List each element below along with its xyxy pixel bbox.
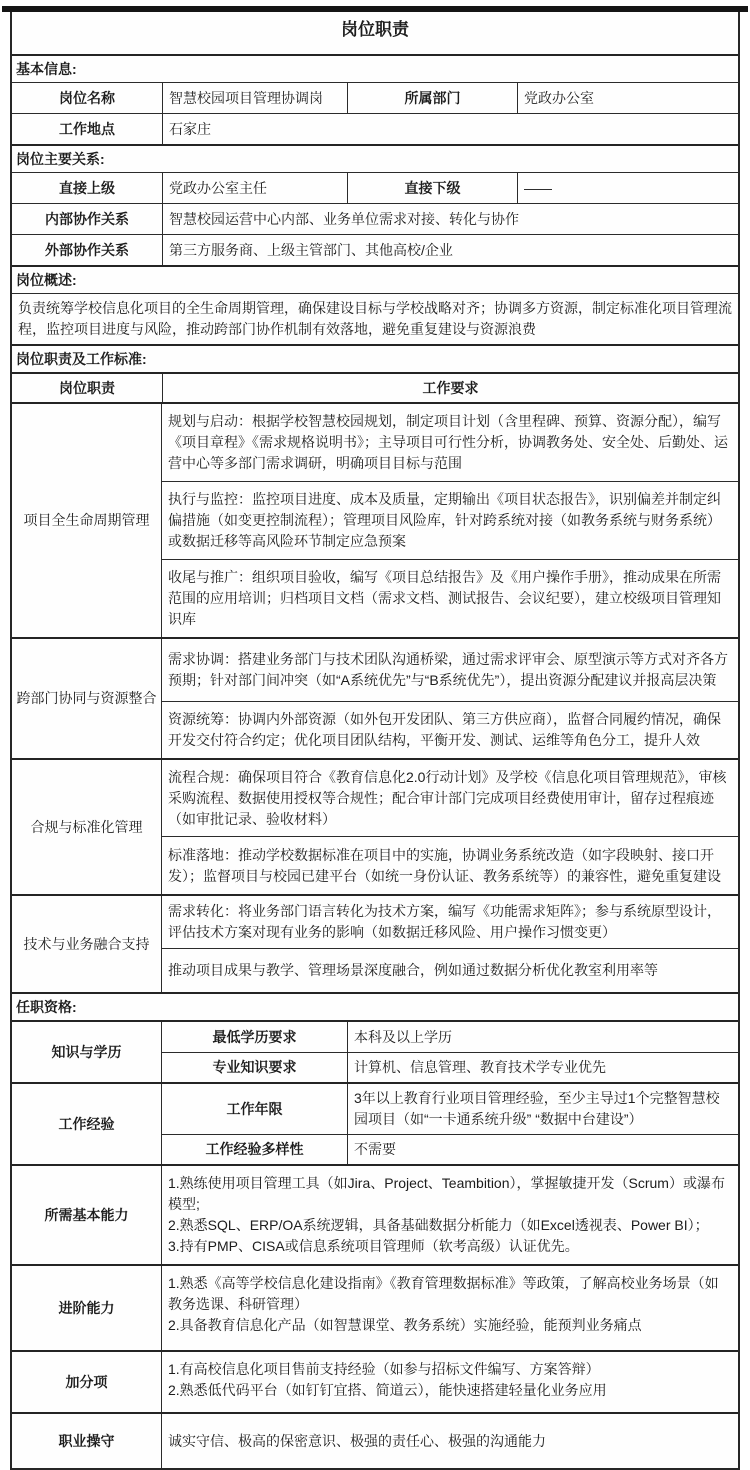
supervisor-label: 直接上级 — [59, 179, 115, 196]
row-supervisor-subordinate — [12, 172, 738, 203]
position-name-label: 岗位名称 — [59, 89, 115, 106]
duty-item-demand-translation: 需求转化：将业务部门语言转化为技术方案，编写《功能需求矩阵》；参与系统原型设计，评估技术方案对现有业务的影响（如数据迁移风险、用户操作习惯变更） — [168, 903, 721, 940]
duty-group-tech-business — [12, 894, 738, 992]
qual-group-advanced-ability — [12, 1264, 738, 1350]
qual-row-years — [162, 1084, 738, 1134]
page-title: 岗位职责 — [341, 20, 409, 40]
qual-group-basic-ability — [12, 1164, 738, 1264]
basic-ability-line-1: 1.熟练使用项目管理工具（如Jira、Project、Teambition），掌握敏捷开发（Scrum）或瀑布模型; — [168, 1175, 725, 1212]
duty-item-closing: 收尾与推广：组织项目验收，编写《项目总结报告》及《用户操作手册》，推动成果在所需范围的应用培训；归档项目文档（需求文档、测试报告、会议纪要），建立校级项目管理知识库 — [162, 559, 738, 637]
internal-collab-label: 内部协作关系 — [45, 210, 129, 227]
bonus-line-2: 2.熟悉低代码平台（如钉钉宜搭、简道云），能快速搭建轻量化业务应用 — [168, 1382, 607, 1398]
qual-row-min-education — [162, 1022, 738, 1052]
top-border-bar — [2, 6, 748, 12]
duty-item-scene-integration: 推动项目成果与教学、管理场景深度融合，例如通过数据分析优化教室利用率等 — [162, 948, 738, 992]
section-header-overview: 岗位概述: — [12, 265, 738, 293]
major-label: 专业知识要求 — [212, 1059, 297, 1075]
advanced-ability-value — [162, 1266, 738, 1350]
location-label: 工作地点 — [59, 120, 115, 137]
diversity-label: 工作经验多样性 — [205, 1141, 304, 1157]
job-description-table — [10, 6, 740, 1470]
qual-group-knowledge — [12, 1020, 738, 1082]
years-label: 工作年限 — [226, 1100, 283, 1117]
qual-row-diversity — [162, 1134, 738, 1164]
external-collab-value: 第三方服务商、上级主管部门、其他高校/企业 — [162, 235, 738, 265]
row-internal-collaboration — [12, 203, 738, 234]
section-header-duties: 岗位职责及工作标准: — [12, 344, 738, 372]
duties-table-header — [12, 372, 738, 402]
department-label: 所属部门 — [347, 83, 517, 113]
duty-group-cross-department-label: 跨部门协同与资源整合 — [12, 639, 162, 758]
bonus-label: 加分项 — [12, 1352, 162, 1412]
duty-group-tech-business-label: 技术与业务融合支持 — [12, 896, 162, 992]
subordinate-label: 直接下级 — [347, 173, 517, 203]
major-value: 计算机、信息管理、教育技术学专业优先 — [347, 1053, 738, 1082]
min-education-value: 本科及以上学历 — [347, 1022, 738, 1052]
subordinate-value: —— — [517, 173, 738, 203]
diversity-value: 不需要 — [347, 1135, 738, 1164]
duty-item-demand-coordination: 需求协调：搭建业务部门与技术团队沟通桥梁，通过需求评审会、原型演示等方式对齐各方预期；针对部门间冲突（如“A系统优先”与“B系统优先”），提出资源分配建议并报高层决策 — [168, 651, 728, 688]
duty-item-planning: 规划与启动：根据学校智慧校园规划，制定项目计划（含里程碑、预算、资源分配），编写《项目章程》《需求规格说明书》；主导项目可行性分析，协调教务处、安全处、后勤处、运营中心等多部门需求调研，明确项目目标与范围 — [168, 413, 728, 471]
basic-ability-label: 所需基本能力 — [12, 1166, 162, 1264]
section-header-basic-info: 基本信息: — [12, 54, 738, 82]
section-header-relations: 岗位主要关系: — [12, 144, 738, 172]
qual-group-experience-label: 工作经验 — [12, 1084, 162, 1164]
bonus-line-1: 1.有高校信息化项目售前支持经验（如参与招标文件编写、方案答辩） — [168, 1361, 600, 1377]
duties-col-header-right: 工作要求 — [162, 374, 738, 402]
basic-ability-line-2: 2.熟悉SQL、ERP/OA系统逻辑，具备基础数据分析能力（如Excel透视表、Power BI）； — [168, 1217, 709, 1233]
overview-text: 负责统筹学校信息化项目的全生命周期管理，确保建设目标与学校战略对齐；协调多方资源，制定标准化项目管理流程，监控项目进度与风险，推动跨部门协作机制有效落地，避免重复建设与资源浪费 — [12, 293, 738, 344]
advanced-ability-line-1: 1.熟悉《高等学校信息化建设指南》《教育管理数据标准》等政策，了解高校业务场景（如教务选课、科研管理） — [168, 1275, 719, 1312]
basic-ability-line-3: 3.持有PMP、CISA或信息系统项目管理师（软考高级）认证优先。 — [168, 1238, 579, 1254]
qual-group-ethics — [12, 1412, 738, 1468]
duty-group-compliance-label: 合规与标准化管理 — [12, 760, 162, 894]
duty-group-lifecycle-label: 项目全生命周期管理 — [12, 404, 162, 637]
ethics-label: 职业操守 — [12, 1414, 162, 1468]
internal-collab-value: 智慧校园运营中心内部、业务单位需求对接、转化与协作 — [162, 204, 738, 234]
row-location — [12, 113, 738, 144]
section-header-qualifications: 任职资格: — [12, 992, 738, 1020]
location-value: 石家庄 — [162, 114, 738, 144]
external-collab-label: 外部协作关系 — [45, 241, 129, 258]
advanced-ability-line-2: 2.具备教育信息化产品（如智慧课堂、教务系统）实施经验，能预判业务痛点 — [168, 1317, 642, 1333]
advanced-ability-label: 进阶能力 — [12, 1266, 162, 1350]
department-value: 党政办公室 — [517, 83, 738, 113]
duty-group-lifecycle — [12, 402, 738, 637]
qual-group-experience — [12, 1082, 738, 1164]
duties-col-header-left: 岗位职责 — [59, 379, 115, 396]
row-position-department — [12, 82, 738, 113]
qual-group-knowledge-label: 知识与学历 — [12, 1022, 162, 1082]
basic-ability-value — [162, 1166, 738, 1264]
duty-item-standard-implementation: 标准落地：推动学校数据标准在项目中的实施，协调业务系统改造（如字段映射、接口开发）；监督项目与校园已建平台（如统一身份认证、教务系统等）的兼容性，避免重复建设 — [162, 836, 738, 894]
min-education-label: 最低学历要求 — [212, 1028, 297, 1045]
supervisor-value: 党政办公室主任 — [162, 173, 347, 203]
duty-item-execution: 执行与监控：监控项目进度、成本及质量，定期输出《项目状态报告》，识别偏差并制定纠偏措施（如变更控制流程）；管理项目风险库，针对跨系统对接（如教务系统与财务系统）或数据迁移等高风险环节制定应急预案 — [162, 481, 738, 559]
duty-group-compliance — [12, 758, 738, 894]
duty-item-process-compliance: 流程合规：确保项目符合《教育信息化2.0行动计划》及学校《信息化项目管理规范》，审核采购流程、数据使用授权等合规性；配合审计部门完成项目经费使用审计，留存过程痕迹（如审批记录、验收材料） — [168, 768, 727, 827]
ethics-value: 诚实守信、极高的保密意识、极强的责任心、极强的沟通能力 — [168, 1432, 546, 1449]
duty-group-cross-department — [12, 637, 738, 758]
row-external-collaboration — [12, 234, 738, 265]
years-value: 3年以上教育行业项目管理经验，至少主导过1个完整智慧校园项目（如“一卡通系统升级” “数据中台建设”） — [347, 1084, 738, 1134]
qual-group-bonus — [12, 1350, 738, 1412]
bonus-value — [162, 1352, 738, 1412]
duty-item-resource-planning: 资源统筹：协调内外部资源（如外包开发团队、第三方供应商），监督合同履约情况，确保开发交付符合约定；优化项目团队结构，平衡开发、测试、运维等角色分工，提升人效 — [162, 701, 738, 758]
position-name-value: 智慧校园项目管理协调岗 — [162, 83, 347, 113]
qual-row-major — [162, 1052, 738, 1082]
